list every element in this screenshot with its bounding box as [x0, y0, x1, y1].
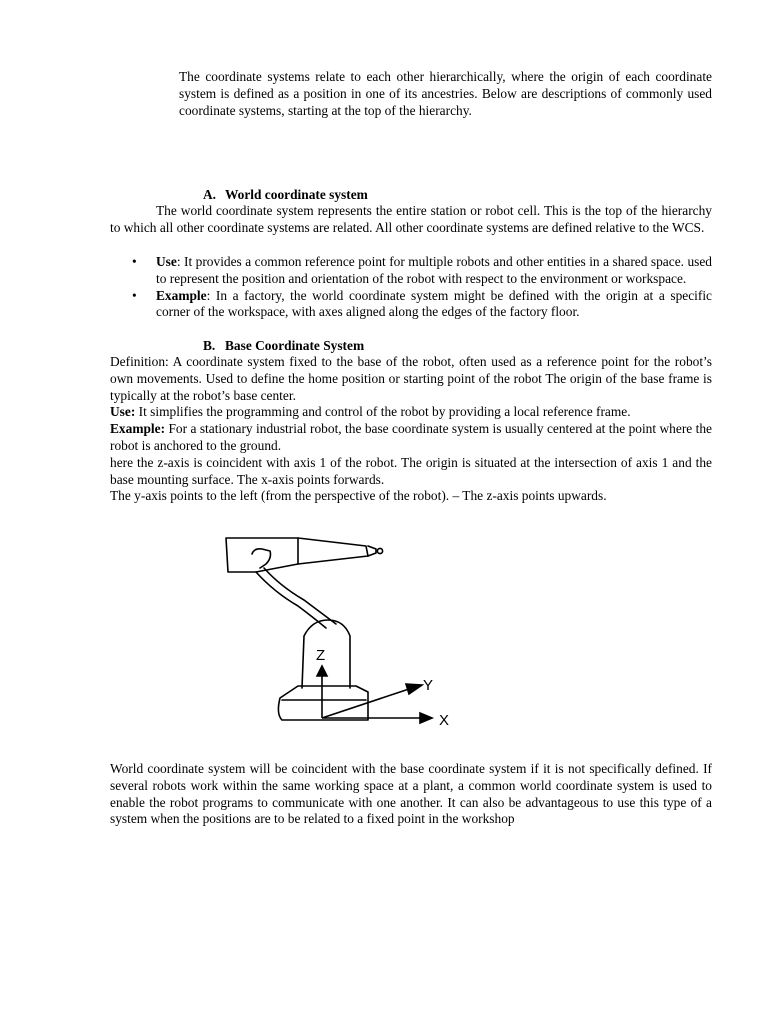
section-title-world: World coordinate system — [225, 187, 368, 202]
robot-base — [278, 686, 368, 720]
base-definition: Definition: A coordinate system fixed to the base of the robot, often used as a reference point for the robot’s own movements. Used to define the home position or starting point of the robot The origin of the base frame is typically at the robot’s base center. — [110, 354, 712, 403]
robot-upper-arm — [256, 572, 326, 628]
robot-column — [302, 620, 350, 688]
base-example-label: Example: — [110, 421, 166, 437]
bullet-dot-icon: • — [132, 287, 137, 303]
bullet-label-use: Use — [156, 254, 177, 269]
base-use-label: Use: — [110, 404, 136, 420]
bullet-text-example: : In a factory, the world coordinate system might be defined with the origin at a specific corner of the workspace, with axes aligned along the edges of the factory floor. — [156, 287, 712, 320]
base-use-text: It simplifies the programming and control of the robot by providing a local reference frame. — [135, 404, 631, 420]
world-bullet-list — [110, 254, 712, 321]
bullet-label-example: Example — [156, 287, 207, 303]
world-body-paragraph — [110, 203, 712, 237]
base-body — [110, 354, 712, 505]
closing-paragraph: World coordinate system will be coincident with the base coordinate system if it is not specifically defined. If several robots work within the same working space at a plant, a common world coordinate system is used to enable the robot programs to communicate with one another. It can also be advantageous to use this type of a system when the positions are to be related to a fixed point in the workshop — [110, 761, 712, 827]
base-yaxis: The y-axis points to the left (from the perspective of the robot). – The z-axis points upwards. — [110, 488, 607, 504]
axis-y-line — [322, 688, 412, 718]
section-heading-world — [203, 187, 368, 204]
base-example-text: For a stationary industrial robot, the base coordinate system is usually centered at the point where the robot is anchored to the ground. — [110, 421, 712, 453]
list-item — [110, 288, 712, 322]
axis-y-label: Y — [423, 677, 434, 694]
bullet-text-use: : It provides a common reference point for multiple robots and other entities in a shared space. used to represent the position and orientation of the robot with respect to the environment or workspace. — [156, 254, 712, 286]
axis-z-label: Z — [316, 647, 326, 664]
robot-forearm — [226, 538, 368, 572]
intro-paragraph: The coordinate systems relate to each other hierarchically, where the origin of each coordinate system is defined as a position in one of its ancestries. Below are descriptions of commonly used coordinate systems, starting at the top of the hierarchy. — [179, 69, 712, 118]
axis-z-arrowhead — [317, 666, 327, 676]
section-letter-a: A. — [203, 187, 217, 202]
base-use — [110, 404, 712, 421]
robot-arm-figure — [216, 528, 466, 738]
bullet-dot-icon: • — [132, 254, 137, 269]
base-zaxis: here the z-axis is coincident with axis 1 of the robot. The origin is situated at the intersection of axis 1 and the base mounting surface. The x-axis points forwards. — [110, 454, 712, 487]
axis-x-arrowhead — [420, 713, 432, 723]
section-letter-b: B. — [203, 338, 216, 353]
axis-x-label: X — [439, 712, 450, 729]
section-heading-base — [203, 338, 364, 355]
axis-y-arrowhead — [406, 684, 422, 694]
section-title-base: Base Coordinate System — [225, 338, 365, 353]
robot-tool-tip — [368, 546, 376, 556]
base-example — [110, 421, 712, 455]
list-item — [110, 254, 712, 288]
world-body-text: The world coordinate system represents the entire station or robot cell. This is the top of the hierarchy to which all other coordinate systems are related. All other coordinate systems are defined relative to the WCS. — [110, 203, 712, 235]
robot-elbow — [252, 549, 271, 568]
